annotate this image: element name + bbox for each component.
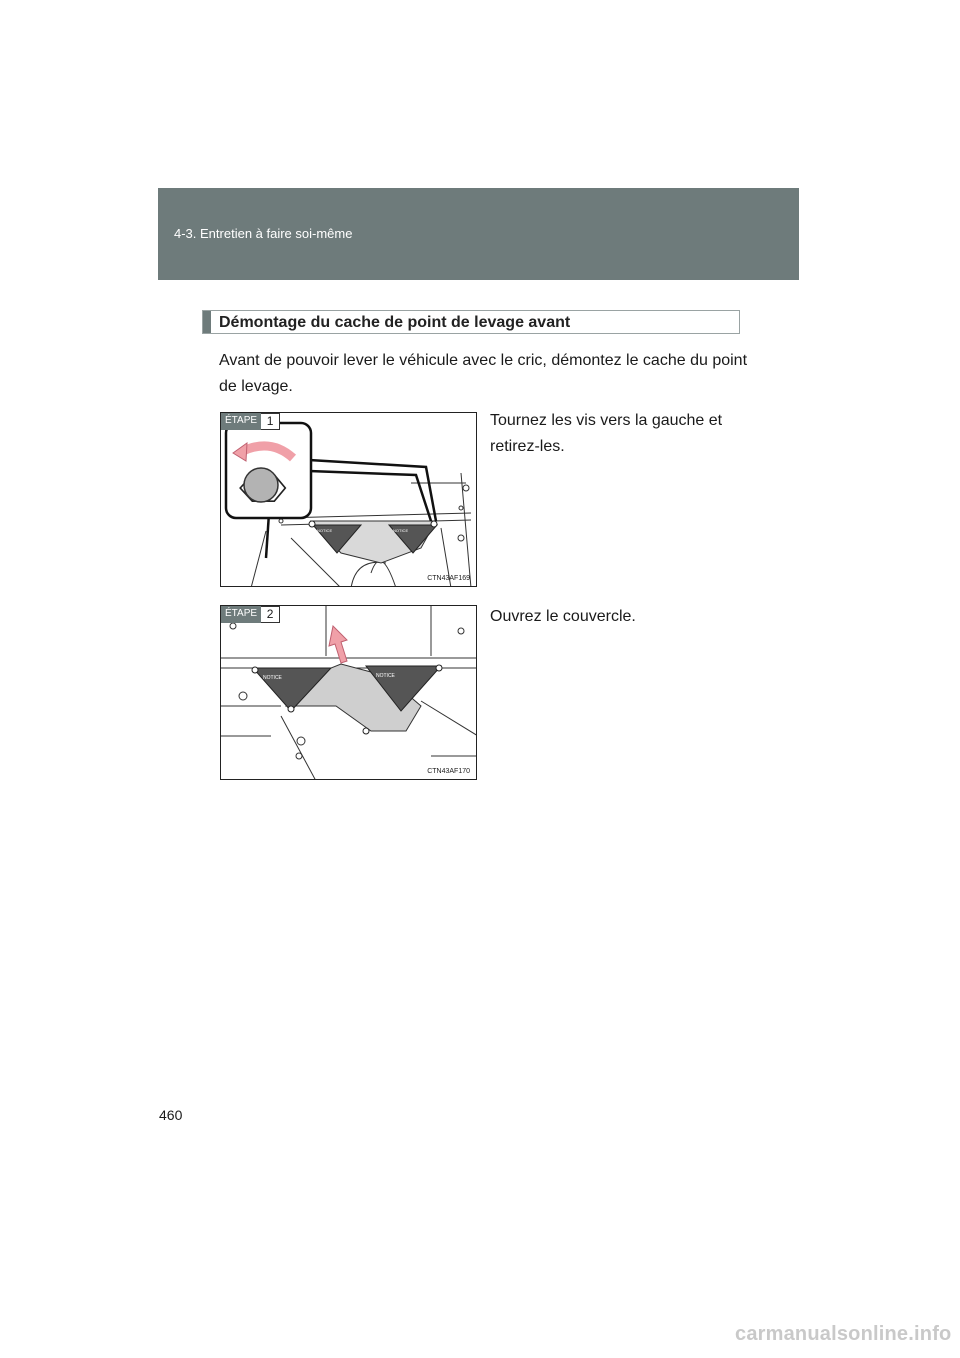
chapter-header-band <box>158 188 799 280</box>
step-2-figure-code: CTN43AF170 <box>427 768 470 775</box>
heading-accent-bar <box>203 311 211 333</box>
step-2-badge-word: ÉTAPE <box>221 606 261 623</box>
step-2-drawing <box>221 606 477 780</box>
step-2-badge <box>221 606 280 623</box>
step-2-illustration <box>220 605 477 780</box>
step-1-badge-word: ÉTAPE <box>221 413 261 430</box>
notice-label-left-2: NOTICE <box>263 675 282 681</box>
chapter-title: 4-3. Entretien à faire soi-même <box>174 226 353 241</box>
step-1-badge-number: 1 <box>261 413 280 430</box>
step-1-illustration <box>220 412 477 587</box>
step-2-instruction: Ouvrez le couvercle. <box>490 608 636 625</box>
section-heading-text: Démontage du cache de point de levage avant <box>219 314 571 331</box>
step-2-badge-number: 2 <box>261 606 280 623</box>
step-1-badge <box>221 413 280 430</box>
step-1-drawing <box>221 413 477 587</box>
intro-paragraph: Avant de pouvoir lever le véhicule avec le cric, démontez le cache du point de levage. <box>219 352 748 395</box>
notice-label-left: NOTICE <box>317 528 333 533</box>
notice-label-right-2: NOTICE <box>376 673 395 679</box>
section-heading <box>202 310 740 334</box>
step-1-figure-code: CTN43AF169 <box>427 575 470 582</box>
watermark: carmanualsonline.info <box>735 1323 952 1345</box>
step-1-instruction: Tournez les vis vers la gauche et retirez-les. <box>490 412 723 455</box>
page-number: 460 <box>159 1107 183 1123</box>
notice-label-right: NOTICE <box>393 528 409 533</box>
